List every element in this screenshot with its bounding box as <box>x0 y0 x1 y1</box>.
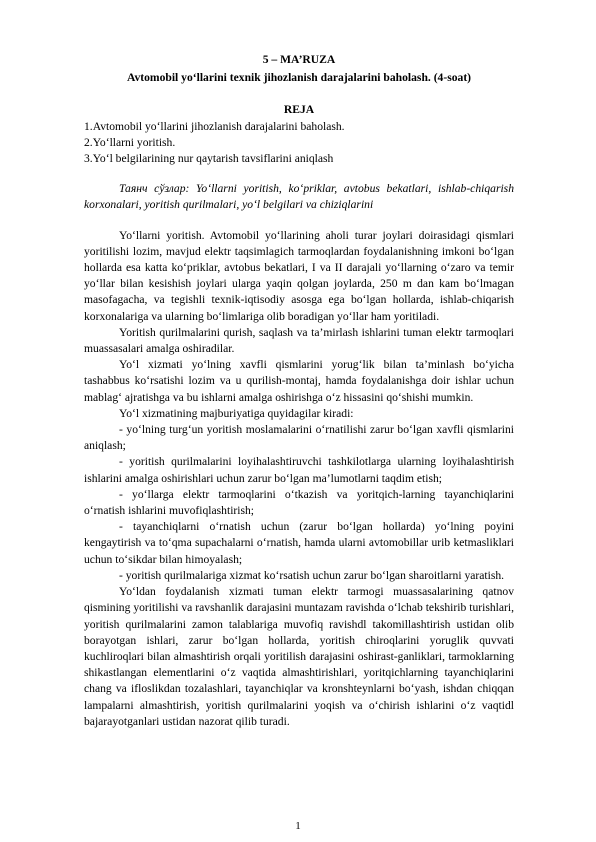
plan-item: 1.Avtomobil yo‘llarini jihozlanish darajalarini baholash. <box>84 119 345 133</box>
list-item: - tayanchiqlarni o‘rnatish uchun (zarur bo‘lgan hollarda) yo‘lning poyini kengaytirish va to‘qma supachalarni o‘rnatish, hamda ularni avtomobillar urib ketmasliklari uchun to‘sikdar bilan himoyalash; <box>84 520 514 566</box>
list-item: - yoritish qurilmalarini loyihalashtiruvchi tashkilotlarga ularning loyihalashtirish ishlarini amalga oshirishlari uchun zarur bo‘lgan ma’lumotlarni taqdim etish; <box>84 455 514 485</box>
list-item: - yo‘lning turg‘un yoritish moslamalarini o‘rnatilishi zarur bo‘lgan xavfli qismlarini aniqlash; <box>84 423 514 453</box>
plan-item: 3.Yo‘l belgilarining nur qaytarish tavsiflarini aniqlash <box>84 152 334 166</box>
page-content <box>84 52 514 730</box>
paragraph: Yo‘llarni yoritish. Avtomobil yo‘llarining aholi turar joylari doirasidagi qismlari yoritilishi lozim, mavjud elektr taqsimlagich tarmoqlardan foydalanishning imkoni bo‘lgan hollarda esa katta ko‘priklar, avtobus bekatlari, I va II darajali yo‘llarning o‘zaro va temir yo‘llar bilan kesishish joylari ularga yaqin qolgan joylarda, 250 m dan kam bo‘lmagan masofagacha, va tegishli texnik-iqtisodiy asosga ega bo‘lgan hollarda, ishlab-chiqarish korxonalariga va ularning bo‘limlariga olib boradigan yo‘llar ham yoritiladi. <box>84 228 514 323</box>
list-item: - yoritish qurilmalariga xizmat ko‘rsatish uchun zarur bo‘lgan sharoitlarni yaratish. <box>119 568 505 582</box>
paragraph: Yoritish qurilmalarini qurish, saqlash va ta’mirlash ishlarini tuman elektr tarmoqlari muassasalari amalga oshiradilar. <box>84 325 514 356</box>
list-item: - yo‘llarga elektr tarmoqlarini o‘tkazish va yoritqich-larning tayanchiqlarini o‘rnatish ishlarini muvofiqlashtirish; <box>84 487 514 518</box>
paragraph: Yo‘ldan foydalanish xizmati tuman elektr tarmogi muassasalarining qatnov qismining yoritilishi va ravshanlik darajasini muntazam ravishda o‘lchab tekshirib turishlari, yoritish qurilmalarini zamon talablariga muvofiq ravishdl takomillashtirish ustidan olib borayotgan ishlari, zarur bo‘lgan hollarda, yoritish chiroqlarini yoruglik quvvati kuchliroqlari bilan almashtirish orqali yoritilish darajasini oshirast-ganliklari, tarmoklarning shikastlangan elementlarini o‘z vaqtida almashtirishlari, yoritqichlarning tayanchiqlarini chang va ifloslikdan tozalashlari, tayanchiqlar va kronshteynlarni bo‘yash, ishdan chiqqan lampalarni almashtirish, yoritish qurilmalarini yoqish va o‘chirish ishlarini o‘z vaqtidl bajarayotganlari ustidan nazorat qilib turadi. <box>84 585 514 728</box>
page-number: 1 <box>295 820 301 832</box>
lecture-title: Avtomobil yo‘llarini texnik jihozlanish darajalarini baholash. (4-soat) <box>126 71 472 85</box>
lecture-number: 5 – MA’RUZA <box>262 53 336 66</box>
paragraph: Yo‘l xizmati yo‘lning xavfli qismlarini yorug‘lik bilan ta’minlash bo‘yicha tashabbus ko‘rsatishi lozim va u qurilish-montaj, hamda foydalanishga doir ishlar uchun mablag‘ ajratishga va bu ishlarni amalga oshirishga o‘z hissasini qo‘shishi mumkin. <box>84 358 514 404</box>
keywords: Таянч сўзлар: Yo‘llarni yoritish, ko‘priklar, avtobus bekatlari, ishlab-chiqarish korxonalari, yoritish qurilmalari, yo‘l belgilari va chiziqlarini <box>84 182 514 212</box>
plan-heading: REJA <box>283 103 315 117</box>
plan-item: 2.Yo‘llarni yoritish. <box>84 135 176 149</box>
paragraph: Yo‘l xizmatining majburiyatiga quyidagilar kiradi: <box>119 406 354 420</box>
